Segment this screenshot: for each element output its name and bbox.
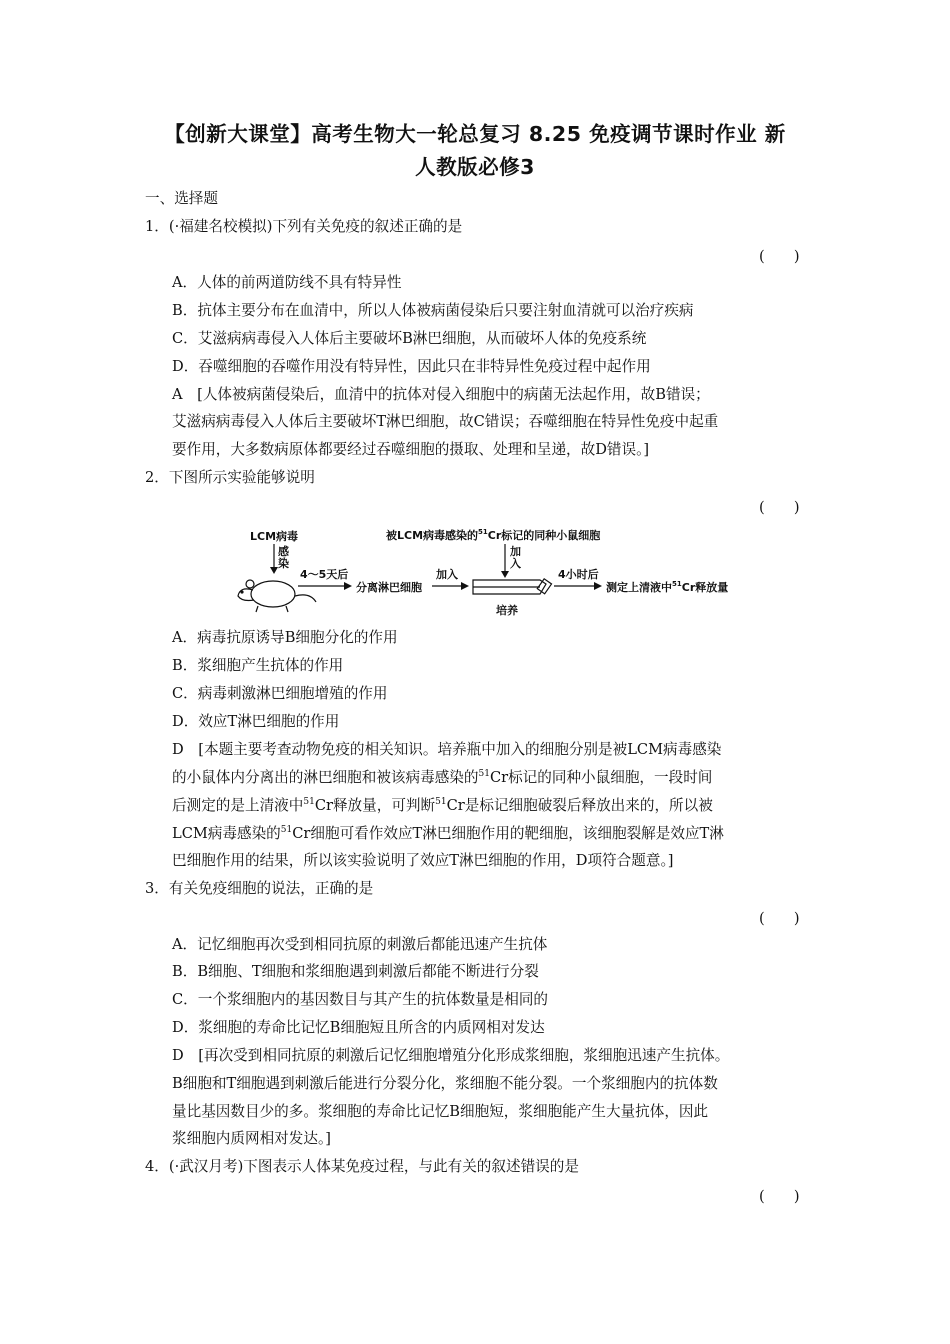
- mouse-icon: [238, 580, 316, 612]
- q3-option-b: B．B细胞、T细胞和浆细胞遇到刺激后都能不断进行分裂: [172, 963, 539, 980]
- answer-bracket-3: ( ): [759, 910, 800, 927]
- q1-option-d: D．吞噬细胞的吞噬作用没有特异性，因此只在非特异性免疫过程中起作用: [172, 358, 651, 375]
- q2-answer-line-2: 的小鼠体内分离出的淋巴细胞和被该病毒感染的$^{51}$Cr标记的同种小鼠细胞，一段时间: [172, 769, 713, 786]
- q1-option-a: A．人体的前两道防线不具有特异性: [172, 274, 402, 291]
- q2-answer-line-4: LCM病毒感染的$^{51}$Cr细胞可看作效应T淋巴细胞作用的靶细胞，该细胞裂解是效应T淋: [172, 825, 724, 842]
- title-line-2: 人教版必修3: [415, 155, 535, 179]
- lcm-virus-label: LCM病毒: [250, 530, 299, 543]
- q2-option-c: C．病毒刺激淋巴细胞增殖的作用: [172, 685, 388, 702]
- add-label: 加入: [436, 568, 458, 581]
- q1-answer-line-3: 要作用，大多数病原体都要经过吞噬细胞的摄取、处理和呈递，故D错误。]: [172, 441, 650, 458]
- section-heading: 一、选择题: [145, 190, 218, 207]
- separate-lymphocytes-label: 分离淋巴细胞: [356, 581, 422, 594]
- q2-option-a: A．病毒抗原诱导B细胞分化的作用: [172, 629, 398, 646]
- infect-label-1: 感: [278, 545, 289, 558]
- title-line-1: 【创新大课堂】高考生物大一轮总复习 8.25 免疫调节课时作业 新: [164, 122, 786, 146]
- days-label: 4～5天后: [300, 568, 349, 581]
- q3-option-c: C．一个浆细胞内的基因数目与其产生的抗体数量是相同的: [172, 991, 549, 1008]
- answer-bracket-1: ( ): [759, 248, 800, 265]
- q3-answer-line-1: D [再次受到相同抗原的刺激后记忆细胞增殖分化形成浆细胞，浆细胞迅速产生抗体。: [172, 1047, 730, 1064]
- hours-label: 4小时后: [558, 568, 599, 581]
- question-1-stem: 1．(·福建名校模拟)下列有关免疫的叙述正确的是: [145, 218, 463, 235]
- q1-answer-line-1: A [人体被病菌侵染后，血清中的抗体对侵入细胞中的病菌无法起作用，故B错误；: [172, 386, 710, 403]
- q3-answer-line-4: 浆细胞内质网相对发达。]: [172, 1130, 331, 1147]
- experiment-diagram: [228, 522, 748, 622]
- culture-flask-icon: [473, 579, 552, 594]
- q3-option-a: A．记忆细胞再次受到相同抗原的刺激后都能迅速产生抗体: [172, 936, 548, 953]
- question-4-stem: 4．(·武汉月考)下图表示人体某免疫过程，与此有关的叙述错误的是: [145, 1158, 579, 1175]
- q2-answer-line-3: 后测定的是上清液中$^{51}$Cr释放量，可判断$^{51}$Cr是标记细胞破裂后释放出来的，所以被: [172, 797, 713, 814]
- answer-bracket-4: ( ): [759, 1188, 800, 1205]
- add-vertical-label-2: 入: [510, 557, 521, 570]
- q3-answer-line-2: B细胞和T细胞遇到刺激后能进行分裂分化，浆细胞不能分裂。一个浆细胞内的抗体数: [172, 1075, 718, 1092]
- q2-answer-line-1: D [本题主要考查动物免疫的相关知识。培养瓶中加入的细胞分别是被LCM病毒感染: [172, 741, 722, 758]
- question-3-stem: 3．有关免疫细胞的说法，正确的是: [145, 880, 374, 897]
- q2-option-b: B．浆细胞产生抗体的作用: [172, 657, 344, 674]
- q1-option-b: B．抗体主要分布在血清中，所以人体被病菌侵染后只要注射血清就可以治疗疾病: [172, 302, 694, 319]
- q2-answer-line-5: 巴细胞作用的结果，所以该实验说明了效应T淋巴细胞的作用，D项符合题意。]: [172, 852, 674, 869]
- add-vertical-label-1: 加: [510, 545, 521, 558]
- document-title: [130, 118, 820, 184]
- labeled-cells-label: 被LCM病毒感染的$^{51}$Cr标记的同种小鼠细胞: [386, 528, 601, 542]
- measure-label: 测定上清液中$^{51}$Cr释放量: [606, 580, 729, 594]
- question-2-stem: 2．下图所示实验能够说明: [145, 469, 315, 486]
- infect-label-2: 染: [278, 557, 289, 570]
- answer-bracket-2: ( ): [759, 499, 800, 516]
- q1-answer-line-2: 艾滋病病毒侵入人体后主要破坏T淋巴细胞，故C错误；吞噬细胞在特异性免疫中起重: [172, 413, 719, 430]
- q1-option-c: C．艾滋病病毒侵入人体后主要破坏B淋巴细胞，从而破坏人体的免疫系统: [172, 330, 647, 347]
- q2-option-d: D．效应T淋巴细胞的作用: [172, 713, 340, 730]
- q3-option-d: D．浆细胞的寿命比记忆B细胞短且所含的内质网相对发达: [172, 1019, 545, 1036]
- culture-label: 培养: [496, 604, 518, 617]
- q3-answer-line-3: 量比基因数目少的多。浆细胞的寿命比记忆B细胞短，浆细胞能产生大量抗体，因此: [172, 1103, 709, 1120]
